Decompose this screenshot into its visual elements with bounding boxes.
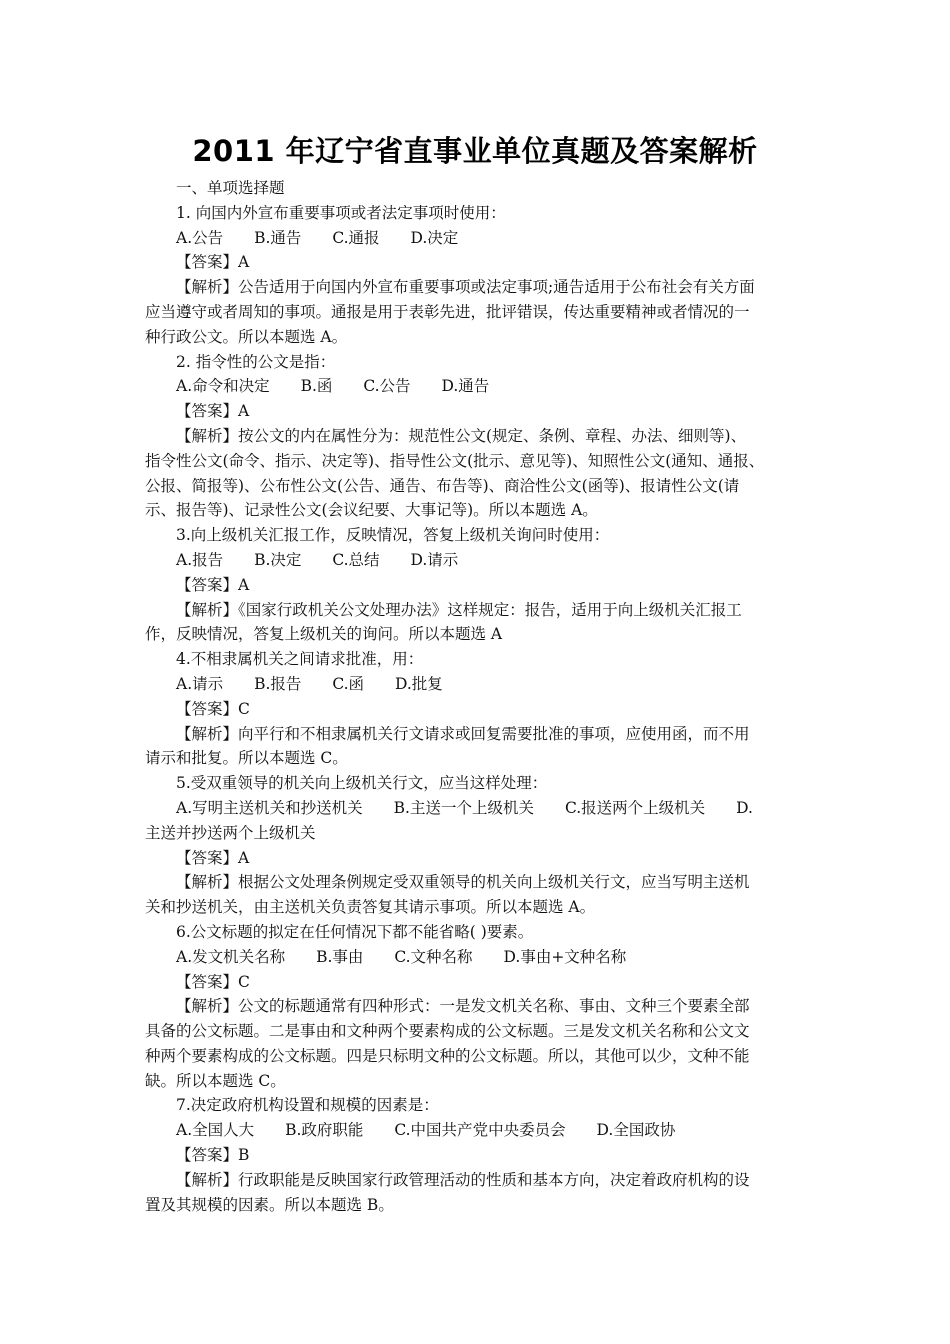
analysis-line: 具备的公文标题。二是事由和文种两个要素构成的公文标题。三是发文机关名称和公文文 [145, 1022, 750, 1041]
option-d: D.决定 [410, 228, 459, 247]
question-6 [145, 920, 805, 1094]
option-b: B.政府职能 [285, 1121, 364, 1140]
analysis-line: 指令性公文(命令、指示、决定等)、指导性公文(批示、意见等)、知照性公文(通知、通报、 [145, 451, 765, 470]
option-c: C.公告 [363, 377, 411, 396]
answer: 【答案】B [176, 1146, 250, 1165]
analysis-line: 【解析】根据公文处理条例规定受双重领导的机关向上级机关行文，应当写明主送机 [176, 873, 750, 892]
analysis-line: 【解析】《国家行政机关公文处理办法》这样规定：报告，适用于向上级机关汇报工 [176, 600, 742, 619]
options-row [145, 1118, 805, 1143]
question-stem: 3.向上级机关汇报工作，反映情况，答复上级机关询问时使用： [176, 526, 610, 545]
question-stem: 2. 指令性的公文是指： [176, 352, 336, 371]
option-b: B.决定 [254, 550, 302, 569]
section-heading: 一、单项选择题 [176, 179, 285, 197]
question-1 [145, 201, 805, 350]
option-d: D.全国政协 [596, 1121, 676, 1140]
option-a: A.命令和决定 [176, 377, 270, 396]
answer: 【答案】A [176, 253, 250, 272]
answer: 【答案】A [176, 575, 250, 594]
analysis-line: 【解析】公告适用于向国内外宣布重要事项或法定事项;通告适用于公布社会有关方面 [176, 278, 755, 297]
answer: 【答案】A [176, 402, 250, 421]
question-5 [145, 771, 805, 920]
option-c: C.通报 [332, 228, 380, 247]
option-b: B.报告 [254, 674, 302, 693]
analysis-line: 关和抄送机关，由主送机关负责答复其请示事项。所以本题选 A。 [145, 898, 596, 917]
options-row [145, 548, 805, 573]
analysis-line: 【解析】向平行和不相隶属机关行文请求或回复需要批准的事项，应使用函，而不用 [176, 724, 750, 743]
analysis-line: 应当遵守或者周知的事项。通报是用于表彰先进，批评错误，传达重要精神或者情况的一 [145, 302, 750, 321]
analysis-line: 示、报告等)、记录性公文(会议纪要、大事记等)。所以本题选 A。 [145, 501, 598, 520]
option-a: A.全国人大 [176, 1121, 255, 1140]
options-row [145, 374, 805, 399]
options-line: A.写明主送机关和抄送机关 B.主送一个上级机关 C.报送两个上级机关 D. [176, 798, 753, 817]
question-stem: 7.决定政府机构设置和规模的因素是： [176, 1096, 439, 1115]
question-stem: 5.受双重领导的机关向上级机关行文，应当这样处理： [176, 774, 548, 793]
question-4 [145, 647, 805, 771]
option-a: A.发文机关名称 [176, 947, 286, 966]
question-3 [145, 523, 805, 647]
answer: 【答案】C [176, 972, 250, 991]
option-a: A.报告 [176, 550, 224, 569]
answer: 【答案】C [176, 699, 250, 718]
analysis-line: 【解析】行政职能是反映国家行政管理活动的性质和基本方向，决定着政府机构的设 [176, 1170, 750, 1189]
option-b: B.函 [300, 377, 333, 396]
option-d: D.事由+文种名称 [503, 947, 627, 966]
option-b: B.通告 [254, 228, 302, 247]
question-7 [145, 1093, 805, 1217]
options-row [145, 672, 805, 697]
options-row [145, 226, 805, 251]
option-c: C.函 [332, 674, 365, 693]
analysis-line: 请示和批复。所以本题选 C。 [145, 749, 348, 768]
options-row [145, 945, 805, 970]
option-d: D.批复 [395, 674, 443, 693]
option-c: C.总结 [332, 550, 380, 569]
analysis-line: 种两个要素构成的公文标题。四是只标明文种的公文标题。所以，其他可以少，文种不能 [145, 1046, 750, 1065]
option-a: A.请示 [176, 674, 224, 693]
option-d: D.请示 [410, 550, 459, 569]
answer: 【答案】A [176, 848, 250, 867]
option-d: D.通告 [441, 377, 490, 396]
document-title: 2011 年辽宁省直事业单位真题及答案解析 [192, 134, 758, 168]
option-c: C.中国共产党中央委员会 [394, 1121, 566, 1140]
option-b: B.事由 [316, 947, 364, 966]
question-stem: 4.不相隶属机关之间请求批准，用： [176, 650, 424, 669]
document-page [145, 130, 805, 1217]
analysis-line: 置及其规模的因素。所以本题选 B。 [145, 1195, 394, 1214]
analysis-line: 公报、简报等)、公布性公文(公告、通告、布告等)、商洽性公文(函等)、报请性公文(请 [145, 476, 740, 495]
analysis-line: 缺。所以本题选 C。 [145, 1071, 286, 1090]
options-line: 主送并抄送两个上级机关 [145, 823, 316, 842]
question-2 [145, 350, 805, 524]
analysis-line: 【解析】公文的标题通常有四种形式：一是发文机关名称、事由、文种三个要素全部 [176, 997, 750, 1016]
question-stem: 6.公文标题的拟定在任何情况下都不能省略( )要素。 [176, 922, 534, 941]
option-a: A.公告 [176, 228, 224, 247]
analysis-line: 作，反映情况，答复上级机关的询问。所以本题选 A [145, 625, 503, 644]
analysis-line: 【解析】按公文的内在属性分为：规范性公文(规定、条例、章程、办法、细则等)、 [176, 426, 747, 445]
option-c: C.文种名称 [394, 947, 473, 966]
question-stem: 1. 向国内外宣布重要事项或者法定事项时使用： [176, 203, 506, 222]
analysis-line: 种行政公文。所以本题选 A。 [145, 327, 348, 346]
